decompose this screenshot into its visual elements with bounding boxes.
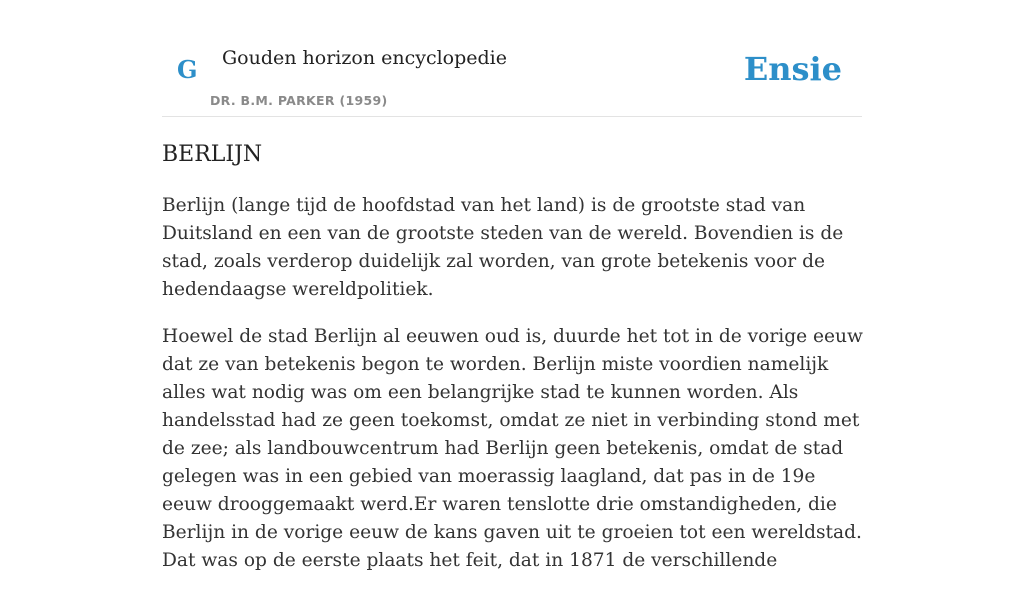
- entry-content: [162, 140, 862, 594]
- entry-paragraph-1: Berlijn (lange tijd de hoofdstad van het land) is de grootste stad van Duitsland en een van de grootste steden van de wereld. Bovendien is de stad, zoals verderop duidelijk zal worden, van grote betekenis voor de hedendaagse wereldpolitiek.: [162, 195, 844, 300]
- book-author: DR. B.M. PARKER (1959): [210, 93, 388, 108]
- ensie-logo-link[interactable]: Ensie: [743, 50, 842, 88]
- header: [162, 0, 862, 117]
- book-title-link[interactable]: Gouden horizon encyclopedie: [222, 47, 507, 69]
- entry-paragraph-2: Hoewel de stad Berlijn al eeuwen oud is, duurde het tot in de vorige eeuw dat ze van betekenis begon te worden. Berlijn miste voordien namelijk alles wat nodig was om een belangrijke stad te kunnen worden. Als handelsstad had ze geen toekomst, omdat ze niet in verbinding stond met de zee; als landbouwcentrum had Berlijn geen betekenis, omdat de stad gelegen was in een gebied van moerassig laagland, dat pas in de 19e eeuw drooggemaakt werd.Er waren tenslotte drie omstandigheden, die Berlijn in de vorige eeuw de kans gaven uit te groeien tot een wereldstad. Dat was op de eerste plaats het feit, dat in 1871 de verschillende: [162, 326, 863, 571]
- book-logo-icon[interactable]: G: [177, 55, 198, 84]
- entry-title: BERLIJN: [162, 142, 263, 167]
